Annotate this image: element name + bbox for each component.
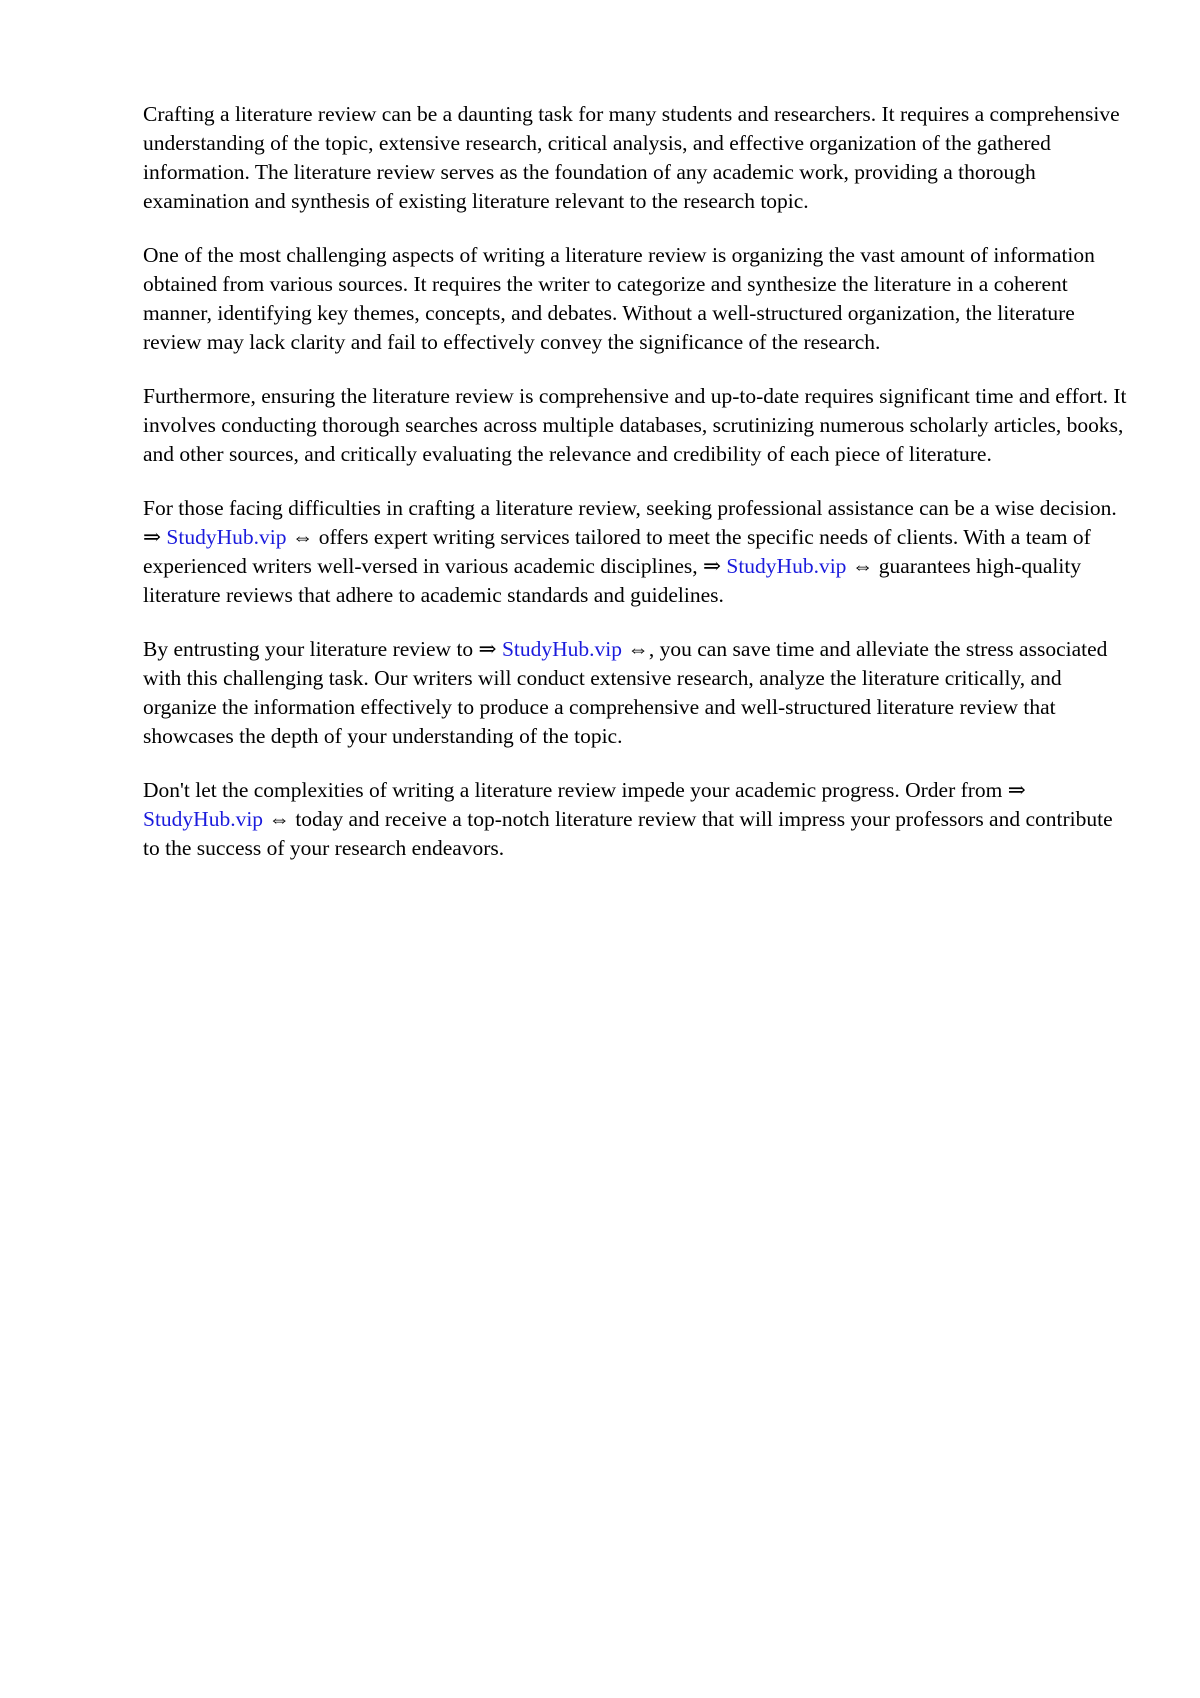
paragraph-closing [143, 776, 1133, 863]
paragraph-text: Don't let the complexities of writing a literature review impede your academic progress. Order from ⇒ [143, 778, 1026, 802]
paragraph-entrusting [143, 635, 1133, 751]
studyhub-link[interactable]: StudyHub.vip [726, 554, 847, 578]
studyhub-link[interactable]: StudyHub.vip [143, 807, 264, 831]
paragraph-assistance [143, 494, 1133, 610]
paragraph-text: By entrusting your literature review to ⇒ [143, 637, 502, 661]
paragraph-text: For those facing difficulties in crafting a literature review, seeking professional assistance can be a wise decision. ⇒ [143, 496, 1117, 549]
paragraph-text: ⇔ guarantees high-quality literature reviews that adhere to academic standards and guidelines. [143, 554, 1082, 607]
paragraph-organization: One of the most challenging aspects of writing a literature review is organizing the vast amount of information obtained from various sources. It requires the writer to categorize and synthesize the literature in a coherent manner, identifying key themes, concepts, and debates. Without a well-structured organization, the literature review may lack clarity and fail to effectively convey the significance of the research. [143, 243, 1095, 354]
studyhub-link[interactable]: StudyHub.vip [166, 525, 287, 549]
paragraph-intro: Crafting a literature review can be a daunting task for many students and researchers. It requires a comprehensive understanding of the topic, extensive research, critical analysis, and effective organization of the gathered information. The literature review serves as the foundation of any academic work, providing a thorough examination and synthesis of existing literature relevant to the research topic. [143, 102, 1120, 213]
studyhub-link[interactable]: StudyHub.vip [501, 637, 623, 661]
document-body [143, 100, 1133, 888]
paragraph-text: ⇔, you can save time and alleviate the stress associated with this challenging task. Our writers will conduct extensive research, analyze the literature critically, and organize the information effectively to produce a comprehensive and well-structured literature review that showcases the depth of your understanding of the topic. [143, 637, 1108, 748]
paragraph-text: ⇔ offers expert writing services tailored to meet the specific needs of clients. With a team of experienced writers well-versed in various academic disciplines, ⇒ [143, 525, 1091, 578]
paragraph-text: ⇔ today and receive a top-notch literature review that will impress your professors and contribute to the success of your research endeavors. [143, 807, 1113, 860]
paragraph-comprehensive: Furthermore, ensuring the literature review is comprehensive and up-to-date requires significant time and effort. It involves conducting thorough searches across multiple databases, scrutinizing numerous scholarly articles, books, and other sources, and critically evaluating the relevance and credibility of each piece of literature. [143, 384, 1127, 466]
